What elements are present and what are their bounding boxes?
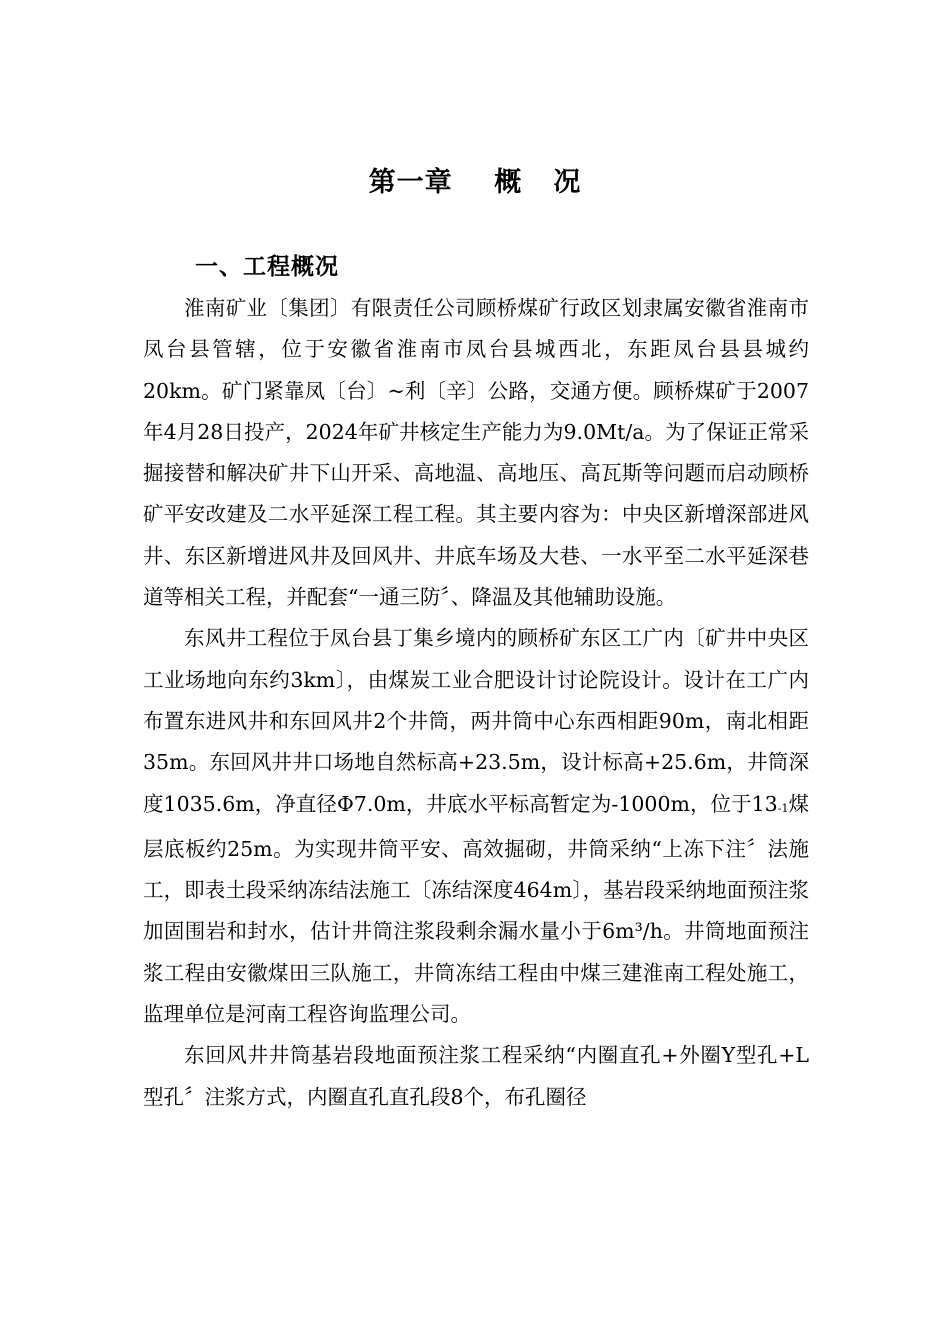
paragraph-2-part-1: 东风井工程位于凤台县丁集乡境内的顾桥矿东区工广内〔矿井中央区工业场地向东约3km〕，由煤炭工业合肥设计讨论院设计。设计在工广内布置东进风井和东回风井2个井筒，两井筒中心东西相距90m，南北相距35m。东回风井井口场地自然标高+23.5m，设计标高+25.6m，井筒深度1035.6m，净直径Φ7.0m，井底水平标高暂定为-1000m，位于13 <box>143 626 809 816</box>
paragraph-3: 东回风井井筒基岩段地面预注浆工程采纳“内圈直孔+外圈Y型孔+L型孔〞注浆方式，内圈直孔直孔段8个，布孔圈径 <box>143 1043 809 1109</box>
seam-subscript: -1 <box>777 801 789 815</box>
chapter-title: 第一章 概 况 <box>368 167 582 198</box>
paragraph-1: 淮南矿业〔集团〕有限责任公司顾桥煤矿行政区划隶属安徽省淮南市凤台县管辖，位于安徽省淮南市凤台县城西北，东距凤台县县城约20km。矿门紧靠凤〔台〕~利〔辛〕公路，交通方便。顾桥煤矿于2007年4月28日投产，2024年矿井核定生产能力为9.0Mt/a。为了保证正常采掘接替和解决矿井下山开采、高地温、高地压、高瓦斯等问题而启动顾桥矿平安改建及二水平延深工程工程。其主要内容为：中央区新增深部进风井、东区新增进风井及回风井、井底车场及大巷、一水平至二水平延深巷道等相关工程，并配套“一通三防〞、降温及其他辅助设施。 <box>143 296 809 610</box>
section-heading: 一、工程概况 <box>195 253 339 280</box>
body-text <box>143 288 809 1118</box>
paragraph-2-part-2: 煤层底板约25m。为实现井筒平安、高效掘砌，井筒采纳“上冻下注〞法施工，即表土段采纳冻结法施工〔冻结深度464m〕，基岩段采纳地面预注浆加固围岩和封水，估计井筒注浆段剩余漏水量小于6m³/h。井筒地面预注浆工程由安徽煤田三队施工，井筒冻结工程由中煤三建淮南工程处施工，监理单位是河南工程咨询监理公司。 <box>143 791 810 1027</box>
paragraph-2 <box>143 618 809 1035</box>
